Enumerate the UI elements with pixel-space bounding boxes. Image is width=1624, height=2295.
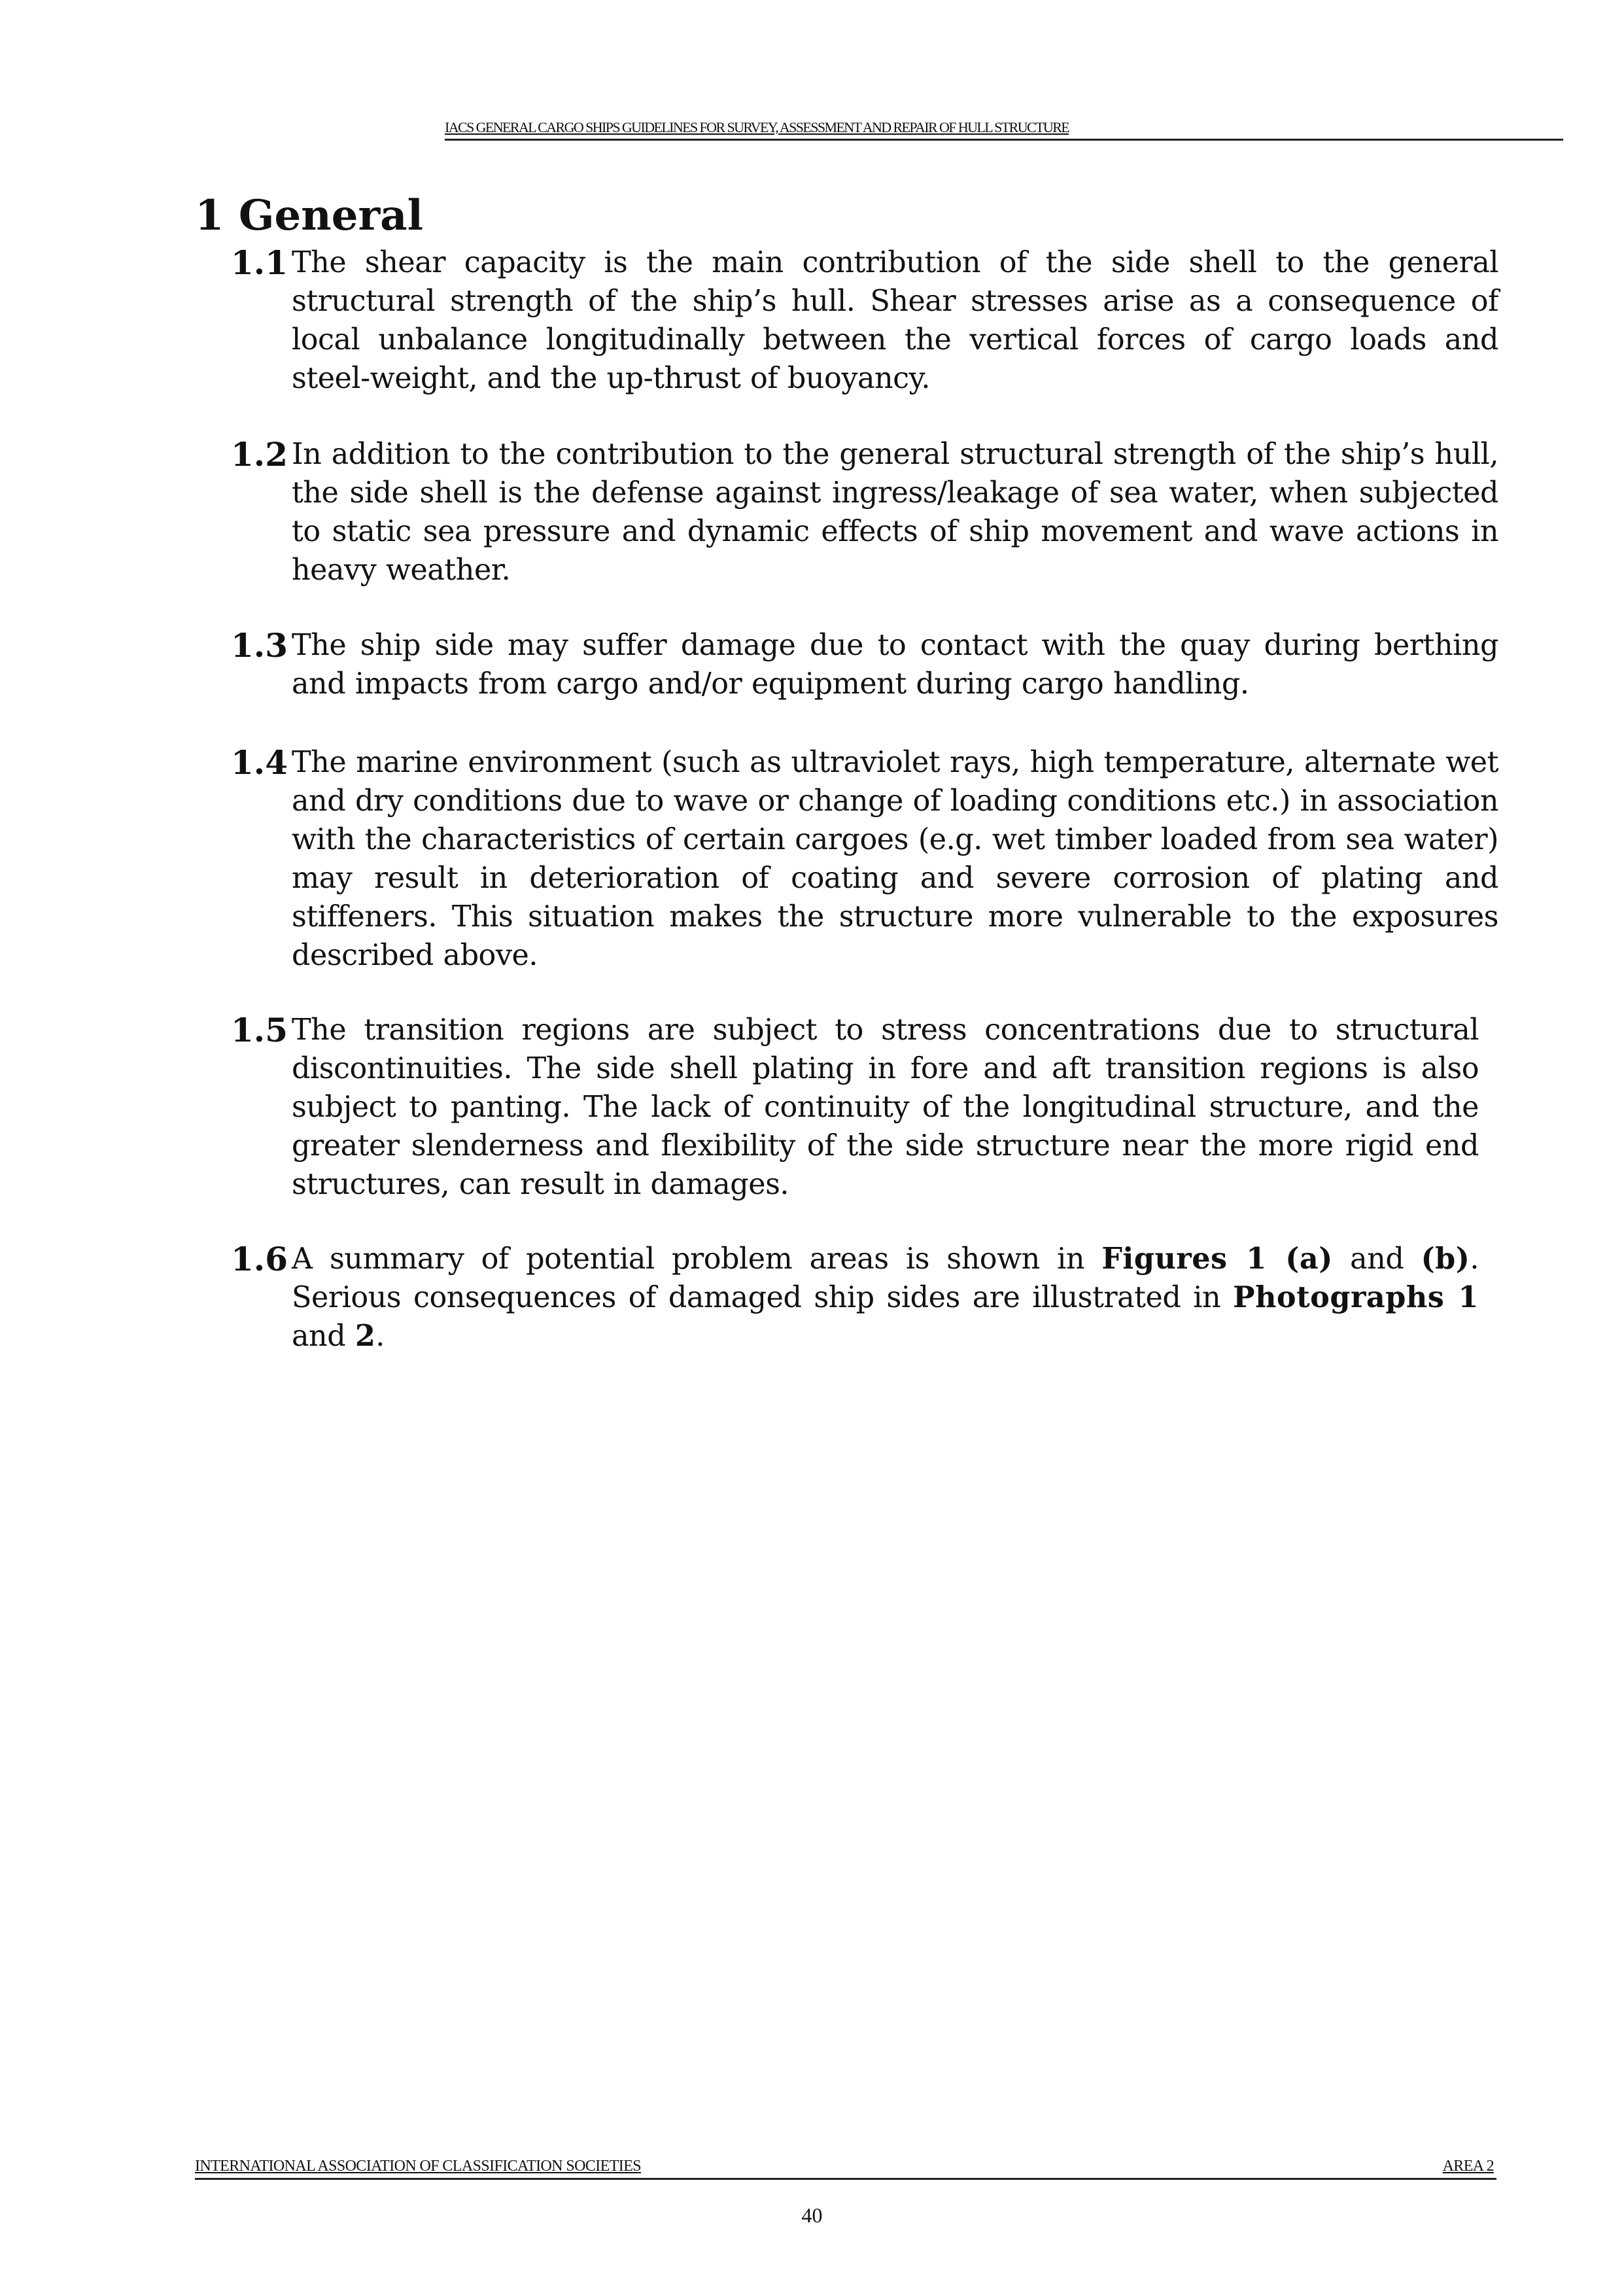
text-run: and <box>1332 1242 1421 1276</box>
figure-reference: (b) <box>1421 1242 1470 1276</box>
running-header <box>445 118 1563 141</box>
text-run: . <box>375 1320 385 1353</box>
figure-reference: Figures 1 (a) <box>1101 1242 1333 1276</box>
paragraph-number: 1.1 <box>231 243 288 282</box>
page-number: 40 <box>801 2203 823 2227</box>
text-run: A summary of potential problem areas is shown in <box>292 1242 1102 1276</box>
paragraph-number: 1.2 <box>231 435 288 474</box>
paragraph-number: 1.3 <box>231 626 288 665</box>
section-heading: 1 General <box>195 191 423 240</box>
footer-organization: INTERNATIONAL ASSOCIATION OF CLASSIFICATION SOCIETIES <box>195 2158 642 2175</box>
photograph-reference: Photographs 1 <box>1233 1280 1479 1314</box>
footer-area: AREA 2 <box>1442 2158 1494 2175</box>
photograph-reference: 2 <box>354 1319 376 1353</box>
footer <box>195 2156 1496 2180</box>
paragraph-number: 1.6 <box>231 1240 288 1278</box>
text-run: . Serious consequences of damaged ship sides are illustrated in <box>292 1242 1479 1314</box>
paragraph-text: The marine environment (such as ultraviolet rays, high temperature, alternate wet and dry conditions due to wave or change of loading conditions etc.) in association with the characteristics of certain cargoes (e.g. wet timber loaded from sea water) may result in deterioration of coating and severe corrosion of plating and stiffeners. This situation makes the structure more vulnerable to the exposures described above. <box>292 746 1498 972</box>
paragraph-number: 1.4 <box>231 743 288 782</box>
text-run: and <box>292 1320 355 1353</box>
paragraph-number: 1.5 <box>231 1011 288 1049</box>
paragraph-text: The transition regions are subject to stress concentrations due to structural discontinuities. The side shell plating in fore and aft transition regions is also subject to panting. The lack of continuity of the longitudinal structure, and the greater slenderness and flexibility of the side structure near the more rigid end structures, can result in damages. <box>292 1013 1479 1201</box>
paragraph-text: In addition to the contribution to the general structural strength of the ship’s hull, the side shell is the defense against ingress/leakage of sea water, when subjected to static sea pressure and dynamic effects of ship movement and wave actions in heavy weather. <box>292 438 1498 587</box>
running-header-title: IACS GENERAL CARGO SHIPS GUIDELINES FOR SURVEY, ASSESSMENT AND REPAIR OF HULL STRUCTURE <box>445 119 1069 135</box>
paragraph-text <box>292 1240 1479 1356</box>
paragraph-text: The shear capacity is the main contribution of the side shell to the general structural strength of the ship’s hull. Shear stresses arise as a consequence of local unbalance longitudinally between the vertical forces of cargo loads and steel-weight, and the up-thrust of buoyancy. <box>292 246 1498 395</box>
paragraph-text: The ship side may suffer damage due to contact with the quay during berthing and impacts from cargo and/or equipment during cargo handling. <box>292 629 1498 701</box>
